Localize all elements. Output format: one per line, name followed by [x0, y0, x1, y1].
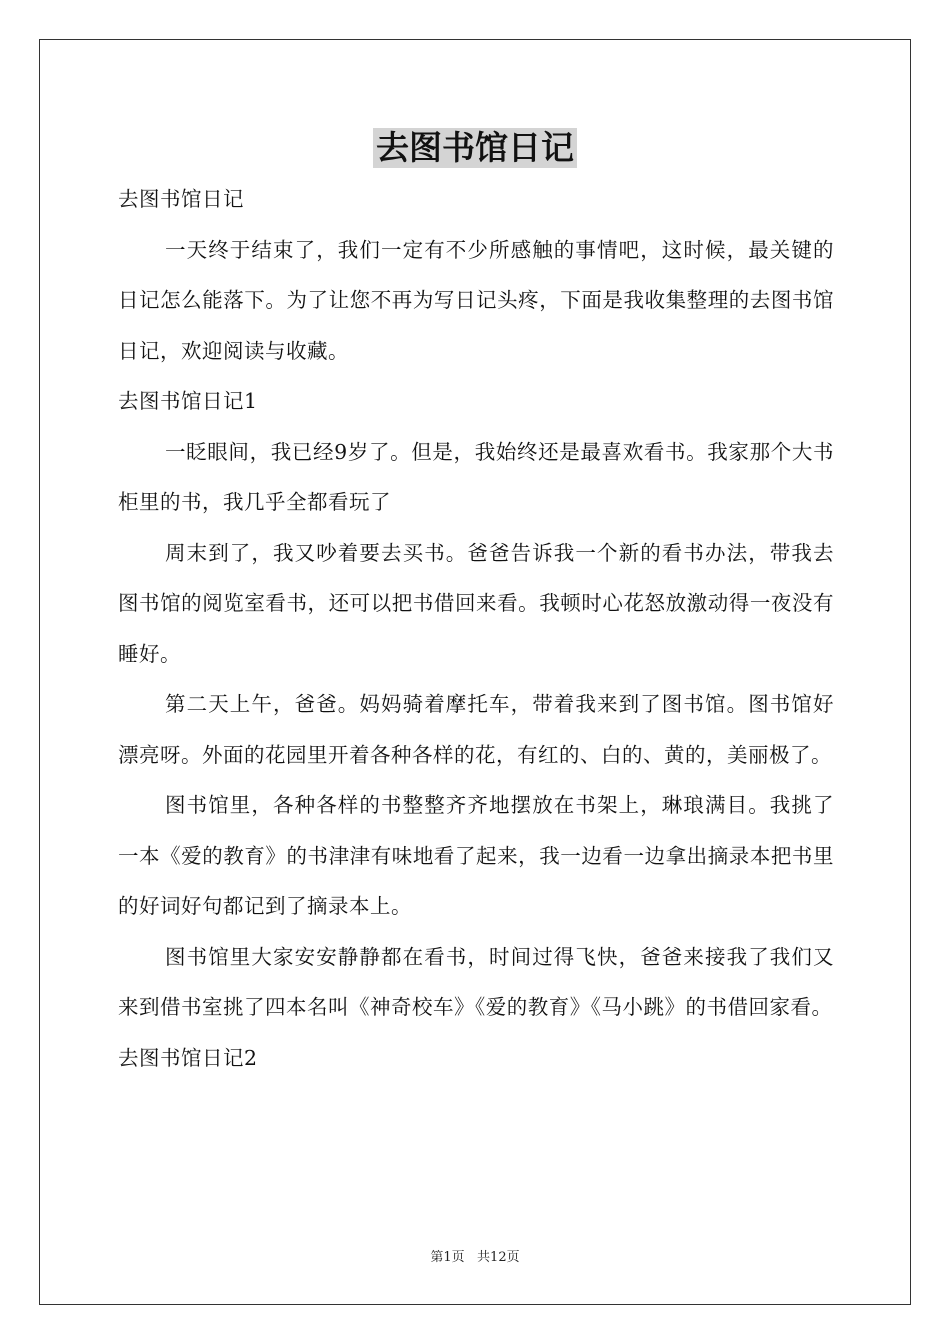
- section1-paragraph-1: 一眨眼间，我已经9岁了。但是，我始终还是最喜欢看书。我家那个大书柜里的书，我几乎全都看玩了: [118, 439, 834, 514]
- page-number: 第1页 共12页: [430, 1250, 520, 1265]
- section1-paragraph-3: 第二天上午，爸爸。妈妈骑着摩托车，带着我来到了图书馆。图书馆好漂亮呀。外面的花园里开着各种各样的花，有红的、白的、黄的，美丽极了。: [118, 692, 834, 767]
- title-container: [0, 128, 950, 168]
- document-title: 去图书馆日记: [373, 128, 577, 168]
- section-heading-2: 去图书馆日记2: [118, 1045, 258, 1070]
- intro-paragraph: 一天终于结束了，我们一定有不少所感触的事情吧，这时候，最关键的日记怎么能落下。为了让您不再为写日记头疼，下面是我收集整理的去图书馆日记，欢迎阅读与收藏。: [118, 237, 834, 363]
- subtitle: 去图书馆日记: [118, 187, 244, 211]
- section1-paragraph-2: 周末到了，我又吵着要去买书。爸爸告诉我一个新的看书办法，带我去图书馆的阅览室看书，还可以把书借回来看。我顿时心花怒放激动得一夜没有睡好。: [118, 540, 834, 666]
- document-body: [118, 174, 834, 1083]
- section1-paragraph-4: 图书馆里，各种各样的书整整齐齐地摆放在书架上，琳琅满目。我挑了一本《爱的教育》的书津津有味地看了起来，我一边看一边拿出摘录本把书里的好词好句都记到了摘录本上。: [118, 793, 834, 918]
- page-footer: [0, 1246, 950, 1265]
- section1-paragraph-5: 图书馆里大家安安静静都在看书，时间过得飞快，爸爸来接我了我们又来到借书室挑了四本名叫《神奇校车》《爱的教育》《马小跳》的书借回家看。: [118, 944, 834, 1019]
- section-heading-1: 去图书馆日记1: [118, 389, 258, 413]
